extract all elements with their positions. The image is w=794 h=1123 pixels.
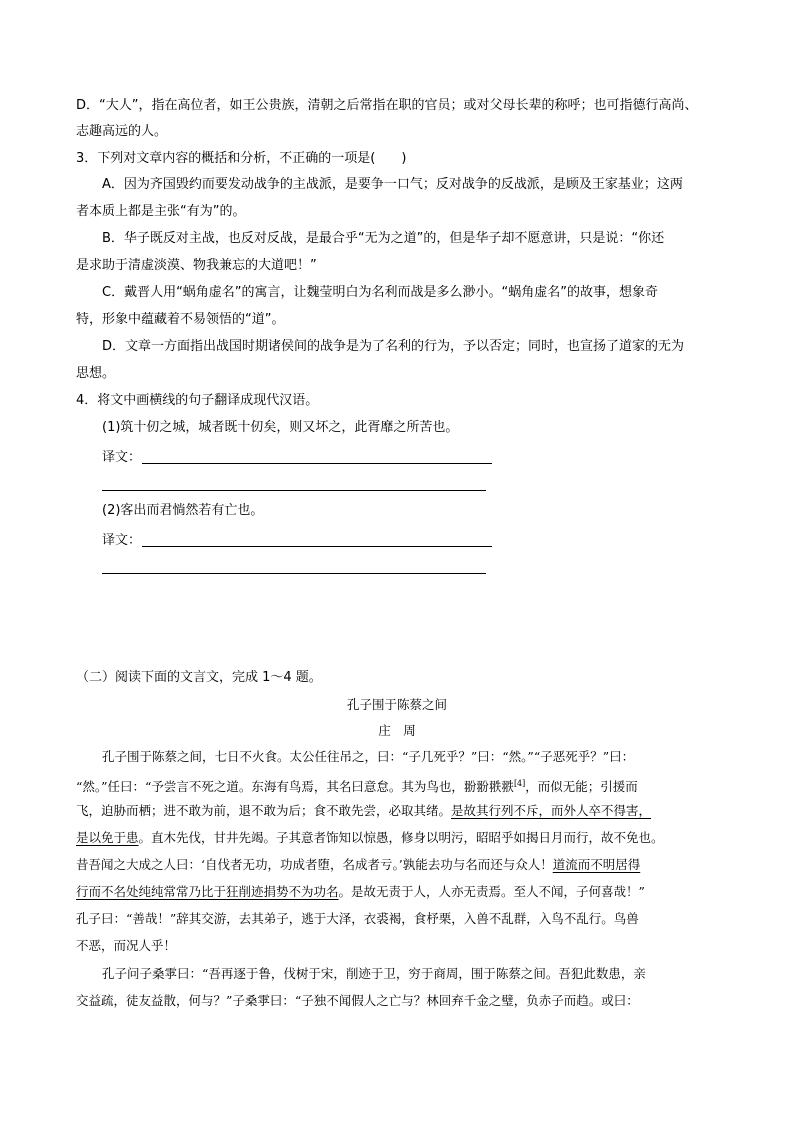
question-4-stem: 4．将文中画横线的句子翻译成现代汉语。 — [76, 393, 319, 408]
passage-p1-line5 — [76, 857, 640, 873]
answer-line — [142, 463, 492, 464]
q4-sentence-1: (1)筑十仞之城，城者既十仞矣，则又坏之，此胥靡之所苦也。 — [102, 420, 459, 435]
text-segment: 。直木先伐，甘井先竭。子其意者饰知以惊愚，修身以明污，昭昭乎如揭日月而行，故不免也。 — [138, 830, 664, 845]
q3-option-c-line2: 特，形象中蕴藏着不易领悟的“道”。 — [76, 312, 285, 327]
footnote-marker: [4] — [513, 779, 526, 788]
q4-sentence-2: (2)客出而君惝然若有亡也。 — [102, 503, 264, 518]
q3-option-a-line2: 者本质上都是主张“有为”的。 — [76, 204, 246, 219]
underlined-sentence: 是故其行列不斥，而外人卒不得害， — [451, 803, 652, 818]
q4-translation-label-2: 译文： — [102, 533, 142, 548]
question-3-stem: 3．下列对文章内容的概括和分析，不正确的一项是( ) — [76, 151, 407, 166]
text-segment: 昔吾闻之大成之人曰：‘自伐者无功，功成者堕，名成者亏。’孰能去功与名而还与众人！ — [76, 857, 553, 872]
passage-p1-line6 — [76, 884, 645, 900]
passage-author — [0, 723, 794, 739]
underlined-sentence: 道流而不明居得 — [552, 857, 641, 872]
answer-line — [102, 490, 486, 491]
passage-p1-line4 — [76, 830, 664, 846]
option-d-line1: D．“大人”，指在高位者，如王公贵族，清朝之后常指在职的官员；或对父母长辈的称呼；也可指德行高尚、 — [76, 98, 698, 113]
passage-p1-line1: 孔子围于陈蔡之间，七日不火食。太公任往吊之，曰：“子几死乎？”曰：“然。”“子恶死乎？”曰： — [102, 749, 635, 764]
text-segment: 飞，迫胁而栖；进不敢为前，退不敢为后；食不敢先尝，必取其绪。 — [76, 803, 452, 818]
q3-option-d-line1: D．文章一方面指出战国时期诸侯间的战争是为了名利的行为，予以否定；同时，也宣扬了道家的无为 — [102, 339, 685, 354]
q3-option-c-line1: C．戴晋人用“蜗角虚名”的寓言，让魏莹明白为名利而战是多么渺小。“蜗角虚名”的故事，想象奇 — [102, 285, 659, 300]
q4-translation-label-1: 译文： — [102, 450, 142, 465]
q3-option-b-line2: 是求助于清虚淡漠、物我兼忘的大道吧！” — [76, 258, 317, 273]
text-segment: 。是故无责于人，人亦无责焉。至人不闻，子何喜哉！” — [338, 884, 645, 899]
q3-option-b-line1: B．华子既反对主战，也反对反战，是最合乎“无为之道”的，但是华子却不愿意讲，只是说：“你还 — [102, 231, 665, 246]
passage-p1-line3 — [76, 803, 651, 819]
underlined-sentence: 是以免于患 — [76, 830, 139, 845]
passage-p1-line8: 不恶，而况人乎！ — [76, 938, 177, 953]
passage-title-text: 孔子围于陈蔡之间 — [346, 697, 447, 712]
passage-p1-line2 — [76, 776, 638, 795]
passage-p2-line2: 交益疏，徒友益散，何与？”子桑雽曰：“子独不闻假人之亡与？林回弃千金之璧，负赤子而趋。或曰： — [76, 993, 639, 1008]
answer-line — [142, 546, 492, 547]
answer-line — [102, 573, 486, 574]
q3-option-a-line1: A．因为齐国毁约而要发动战争的主战派，是要争一口气；反对战争的反战派，是顾及王家基业；这两 — [102, 177, 683, 192]
text-segment: ，而似无能；引援而 — [525, 779, 638, 794]
part2-intro: （二）阅读下面的文言文，完成 1～4 题。 — [76, 670, 322, 685]
passage-p1-line7: 孔子曰：“善哉！”辞其交游，去其弟子，逃于大泽，衣裘褐，食杼栗，入兽不乱群，入鸟不乱行。鸟兽 — [76, 911, 639, 926]
text-segment: “然。”任曰：“予尝言不死之道。东海有鸟焉，其名曰意怠。其为鸟也，翂翂翐翐 — [76, 779, 514, 794]
option-d-line2: 志趣高远的人。 — [76, 124, 168, 139]
passage-author-text: 庄 周 — [378, 723, 416, 738]
q3-option-d-line2: 思想。 — [76, 366, 116, 381]
passage-title — [0, 697, 794, 713]
underlined-sentence: 行而不名处纯纯常常乃比于狂削迹捐势不为功名 — [76, 884, 339, 899]
passage-p2-line1: 孔子问子桑雽曰：“吾再逐于鲁，伐树于宋，削迹于卫，穷于商周，围于陈蔡之间。吾犯此数患，亲 — [102, 966, 646, 981]
